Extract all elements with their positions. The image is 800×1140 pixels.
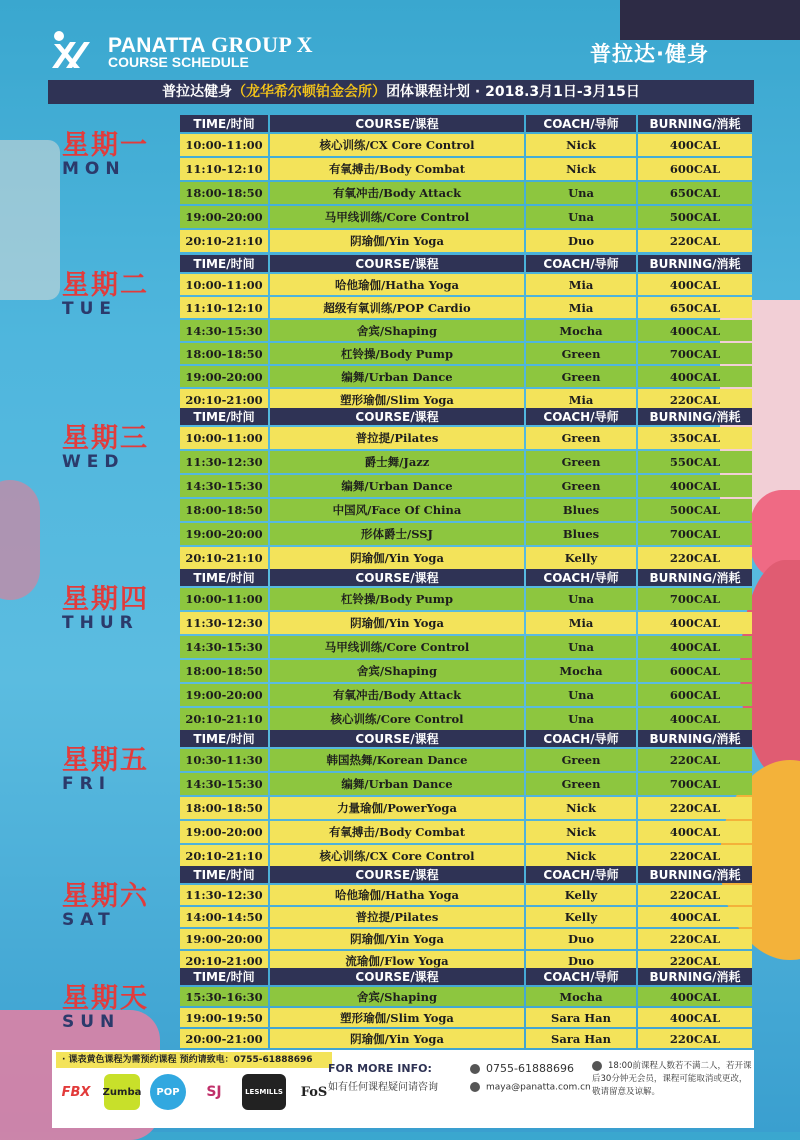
cell-course: 形体爵士/SSJ bbox=[270, 523, 524, 545]
schedule-table bbox=[178, 113, 754, 254]
cell-burning: 220CAL bbox=[638, 885, 752, 905]
cell-coach: Green bbox=[526, 773, 636, 795]
schedule-title-bar bbox=[48, 80, 754, 104]
cell-burning: 220CAL bbox=[638, 1029, 752, 1048]
mail-icon bbox=[470, 1082, 480, 1092]
col-coach: COACH/导师 bbox=[526, 730, 636, 747]
day-name-cn: 星期一 bbox=[62, 130, 149, 161]
cell-course: 阴瑜伽/Yin Yoga bbox=[270, 547, 524, 569]
cell-course: 编舞/Urban Dance bbox=[270, 773, 524, 795]
day-name-cn: 星期四 bbox=[62, 584, 149, 615]
cell-time: 19:00-20:00 bbox=[180, 366, 268, 387]
pop-logo-icon: POP bbox=[150, 1074, 186, 1110]
cell-course: 韩国热舞/Korean Dance bbox=[270, 749, 524, 771]
cell-course: 编舞/Urban Dance bbox=[270, 475, 524, 497]
cell-coach: Green bbox=[526, 475, 636, 497]
cell-course: 阴瑜伽/Yin Yoga bbox=[270, 230, 524, 252]
table-row bbox=[180, 547, 752, 569]
table-row bbox=[180, 134, 752, 156]
col-time: TIME/时间 bbox=[180, 255, 268, 272]
cell-course: 塑形瑜伽/Slim Yoga bbox=[270, 1008, 524, 1027]
cell-coach: Una bbox=[526, 636, 636, 658]
table-row bbox=[180, 427, 752, 449]
table-row bbox=[180, 1029, 752, 1048]
cell-coach: Una bbox=[526, 708, 636, 730]
header bbox=[0, 0, 800, 80]
table-row bbox=[180, 885, 752, 905]
email-address: maya@panatta.com.cn bbox=[486, 1082, 591, 1093]
table-row bbox=[180, 773, 752, 795]
cell-time: 11:10-12:10 bbox=[180, 158, 268, 180]
table-header-row bbox=[180, 408, 752, 425]
partner-logos bbox=[58, 1074, 332, 1110]
day-name-en: SAT bbox=[62, 910, 116, 930]
table-row bbox=[180, 1008, 752, 1027]
col-burning: BURNING/消耗 bbox=[638, 115, 752, 132]
cell-time: 11:10-12:10 bbox=[180, 297, 268, 318]
cell-course: 阴瑜伽/Yin Yoga bbox=[270, 612, 524, 634]
more-info-label: FOR MORE INFO: bbox=[328, 1062, 432, 1075]
cell-time: 18:00-18:50 bbox=[180, 660, 268, 682]
cell-burning: 400CAL bbox=[638, 366, 752, 387]
cell-burning: 400CAL bbox=[638, 821, 752, 843]
col-time: TIME/时间 bbox=[180, 730, 268, 747]
cancellation-notice bbox=[592, 1060, 752, 1099]
col-burning: BURNING/消耗 bbox=[638, 968, 752, 985]
col-course: COURSE/课程 bbox=[270, 115, 524, 132]
table-header-row bbox=[180, 255, 752, 272]
col-course: COURSE/课程 bbox=[270, 255, 524, 272]
col-coach: COACH/导师 bbox=[526, 968, 636, 985]
col-burning: BURNING/消耗 bbox=[638, 569, 752, 586]
cell-burning: 700CAL bbox=[638, 343, 752, 364]
phone-icon bbox=[470, 1064, 480, 1074]
table-row bbox=[180, 499, 752, 521]
title-suffix: 团体课程计划 · 2018.3月1日-3月15日 bbox=[386, 84, 640, 100]
table-header-row bbox=[180, 569, 752, 586]
cell-course: 杠铃操/Body Pump bbox=[270, 343, 524, 364]
cell-course: 超级有氧训练/POP Cardio bbox=[270, 297, 524, 318]
cell-time: 19:00-19:50 bbox=[180, 1008, 268, 1027]
table-row bbox=[180, 987, 752, 1006]
notice-text: 18:00前课程人数若不满二人，若开课后30分钟无会员，课程可能取消或更改，敬请留意及谅解。 bbox=[592, 1061, 752, 1097]
cell-coach: Blues bbox=[526, 499, 636, 521]
cell-burning: 220CAL bbox=[638, 389, 752, 410]
day-name-cn: 星期五 bbox=[62, 745, 149, 776]
booking-note: · 课表黄色课程为需预约课程 预约请致电：0755-61888696 bbox=[56, 1052, 332, 1068]
col-course: COURSE/课程 bbox=[270, 408, 524, 425]
cell-time: 20:10-21:10 bbox=[180, 845, 268, 867]
cell-time: 18:00-18:50 bbox=[180, 182, 268, 204]
table-row bbox=[180, 612, 752, 634]
cell-course: 普拉提/Pilates bbox=[270, 427, 524, 449]
cell-course: 塑形瑜伽/Slim Yoga bbox=[270, 389, 524, 410]
cell-coach: Nick bbox=[526, 134, 636, 156]
table-row bbox=[180, 182, 752, 204]
day-name-cn: 星期二 bbox=[62, 270, 149, 301]
cell-time: 19:00-20:00 bbox=[180, 684, 268, 706]
fos-logo-icon: FoS bbox=[296, 1074, 332, 1110]
cell-course: 哈他瑜伽/Hatha Yoga bbox=[270, 274, 524, 295]
table-row bbox=[180, 749, 752, 771]
cell-time: 14:00-14:50 bbox=[180, 907, 268, 927]
cell-burning: 400CAL bbox=[638, 636, 752, 658]
cell-burning: 220CAL bbox=[638, 749, 752, 771]
table-row bbox=[180, 343, 752, 364]
cell-time: 10:00-11:00 bbox=[180, 274, 268, 295]
table-row bbox=[180, 274, 752, 295]
cell-course: 中国风/Face Of China bbox=[270, 499, 524, 521]
cell-time: 20:10-21:10 bbox=[180, 708, 268, 730]
clock-icon bbox=[592, 1061, 602, 1071]
table-row bbox=[180, 475, 752, 497]
table-row bbox=[180, 158, 752, 180]
title-prefix: 普拉达健身 bbox=[162, 84, 233, 100]
cell-time: 10:00-11:00 bbox=[180, 588, 268, 610]
schedule-table bbox=[178, 966, 754, 1050]
cell-burning: 220CAL bbox=[638, 845, 752, 867]
cell-time: 19:00-20:00 bbox=[180, 206, 268, 228]
schedule-table bbox=[178, 406, 754, 571]
bg-shape bbox=[0, 480, 40, 600]
day-name-en: MON bbox=[62, 159, 126, 179]
cell-burning: 400CAL bbox=[638, 320, 752, 341]
day-name-cn: 星期三 bbox=[62, 423, 149, 454]
cell-coach: Mocha bbox=[526, 660, 636, 682]
table-header-row bbox=[180, 115, 752, 132]
cell-time: 18:00-18:50 bbox=[180, 499, 268, 521]
cell-coach: Nick bbox=[526, 845, 636, 867]
cell-burning: 600CAL bbox=[638, 660, 752, 682]
cell-coach: Mocha bbox=[526, 987, 636, 1006]
col-coach: COACH/导师 bbox=[526, 866, 636, 883]
cell-coach: Green bbox=[526, 451, 636, 473]
col-burning: BURNING/消耗 bbox=[638, 408, 752, 425]
course-schedule-subtitle: COURSE SCHEDULE bbox=[108, 54, 249, 70]
table-row bbox=[180, 523, 752, 545]
cell-time: 11:30-12:30 bbox=[180, 451, 268, 473]
cell-burning: 650CAL bbox=[638, 182, 752, 204]
zumba-logo-icon: Zumba bbox=[104, 1074, 140, 1110]
day-name-en: THUR bbox=[62, 613, 139, 633]
cell-time: 20:00-21:00 bbox=[180, 1029, 268, 1048]
table-row bbox=[180, 297, 752, 318]
cell-course: 阴瑜伽/Yin Yoga bbox=[270, 929, 524, 949]
cell-burning: 600CAL bbox=[638, 158, 752, 180]
cell-time: 19:00-20:00 bbox=[180, 929, 268, 949]
cell-burning: 400CAL bbox=[638, 1008, 752, 1027]
cell-course: 编舞/Urban Dance bbox=[270, 366, 524, 387]
col-burning: BURNING/消耗 bbox=[638, 866, 752, 883]
day-name-en: SUN bbox=[62, 1012, 121, 1032]
table-row bbox=[180, 451, 752, 473]
schedule-table bbox=[178, 864, 754, 973]
cell-burning: 220CAL bbox=[638, 230, 752, 252]
day-name-en: FRI bbox=[62, 774, 112, 794]
cell-coach: Una bbox=[526, 684, 636, 706]
table-header-row bbox=[180, 866, 752, 883]
schedule-table bbox=[178, 253, 754, 412]
cell-burning: 400CAL bbox=[638, 612, 752, 634]
cell-coach: Green bbox=[526, 749, 636, 771]
brand-group: GROUP X bbox=[211, 32, 313, 57]
cell-course: 舍宾/Shaping bbox=[270, 660, 524, 682]
cell-time: 10:00-11:00 bbox=[180, 427, 268, 449]
cell-course: 核心训练/CX Core Control bbox=[270, 845, 524, 867]
cell-course: 有氧冲击/Body Attack bbox=[270, 684, 524, 706]
cell-time: 18:00-18:50 bbox=[180, 343, 268, 364]
col-burning: BURNING/消耗 bbox=[638, 730, 752, 747]
cell-coach: Nick bbox=[526, 158, 636, 180]
cell-coach: Kelly bbox=[526, 907, 636, 927]
cell-course: 有氧搏击/Body Combat bbox=[270, 158, 524, 180]
cell-coach: Duo bbox=[526, 230, 636, 252]
table-header-row bbox=[180, 730, 752, 747]
cell-coach: Mocha bbox=[526, 320, 636, 341]
col-time: TIME/时间 bbox=[180, 115, 268, 132]
cell-coach: Green bbox=[526, 366, 636, 387]
col-burning: BURNING/消耗 bbox=[638, 255, 752, 272]
table-row bbox=[180, 684, 752, 706]
schedule-table bbox=[178, 728, 754, 869]
cell-time: 18:00-18:50 bbox=[180, 797, 268, 819]
fbx-logo-icon: FBX bbox=[58, 1074, 94, 1110]
cell-time: 11:30-12:30 bbox=[180, 885, 268, 905]
cell-course: 阴瑜伽/Yin Yoga bbox=[270, 1029, 524, 1048]
col-course: COURSE/课程 bbox=[270, 968, 524, 985]
table-row bbox=[180, 907, 752, 927]
cell-coach: Una bbox=[526, 588, 636, 610]
cell-coach: Una bbox=[526, 182, 636, 204]
col-course: COURSE/课程 bbox=[270, 569, 524, 586]
cell-course: 马甲线训练/Core Control bbox=[270, 636, 524, 658]
cell-time: 11:30-12:30 bbox=[180, 612, 268, 634]
cell-coach: Nick bbox=[526, 797, 636, 819]
cell-burning: 220CAL bbox=[638, 547, 752, 569]
cell-course: 杠铃操/Body Pump bbox=[270, 588, 524, 610]
table-row bbox=[180, 797, 752, 819]
day-name-en: TUE bbox=[62, 299, 118, 319]
contact-phone[interactable] bbox=[470, 1062, 574, 1075]
day-name-cn: 星期六 bbox=[62, 881, 149, 912]
cell-course: 哈他瑜伽/Hatha Yoga bbox=[270, 885, 524, 905]
cell-coach: Green bbox=[526, 343, 636, 364]
table-header-row bbox=[180, 968, 752, 985]
cell-course: 有氧冲击/Body Attack bbox=[270, 182, 524, 204]
cell-coach: Kelly bbox=[526, 885, 636, 905]
table-row bbox=[180, 636, 752, 658]
phone-number: 0755-61888696 bbox=[486, 1062, 574, 1075]
bg-shape bbox=[0, 140, 60, 300]
cell-time: 14:30-15:30 bbox=[180, 320, 268, 341]
cell-burning: 700CAL bbox=[638, 773, 752, 795]
cell-course: 普拉提/Pilates bbox=[270, 907, 524, 927]
cell-burning: 500CAL bbox=[638, 499, 752, 521]
more-info-question: 如有任何课程疑问请咨询 bbox=[328, 1082, 438, 1093]
cell-burning: 220CAL bbox=[638, 951, 752, 971]
cell-time: 10:30-11:30 bbox=[180, 749, 268, 771]
col-coach: COACH/导师 bbox=[526, 115, 636, 132]
col-time: TIME/时间 bbox=[180, 569, 268, 586]
cell-burning: 700CAL bbox=[638, 588, 752, 610]
table-row bbox=[180, 660, 752, 682]
col-time: TIME/时间 bbox=[180, 408, 268, 425]
cell-coach: Duo bbox=[526, 951, 636, 971]
gym-name: 普拉达·健身 bbox=[590, 42, 709, 66]
cell-coach: Duo bbox=[526, 929, 636, 949]
table-row bbox=[180, 821, 752, 843]
cell-course: 核心训练/Core Control bbox=[270, 708, 524, 730]
cell-burning: 400CAL bbox=[638, 475, 752, 497]
col-coach: COACH/导师 bbox=[526, 255, 636, 272]
cell-burning: 220CAL bbox=[638, 929, 752, 949]
cell-time: 19:00-20:00 bbox=[180, 821, 268, 843]
col-time: TIME/时间 bbox=[180, 968, 268, 985]
brand-text: PANATTA bbox=[108, 34, 205, 57]
contact-email[interactable] bbox=[470, 1082, 591, 1093]
cell-time: 14:30-15:30 bbox=[180, 636, 268, 658]
col-time: TIME/时间 bbox=[180, 866, 268, 883]
table-row bbox=[180, 929, 752, 949]
cell-time: 20:10-21:10 bbox=[180, 547, 268, 569]
cell-course: 有氧搏击/Body Combat bbox=[270, 821, 524, 843]
day-name-cn: 星期天 bbox=[62, 983, 149, 1014]
cell-course: 舍宾/Shaping bbox=[270, 320, 524, 341]
cell-coach: Mia bbox=[526, 612, 636, 634]
title-location: （龙华希尔顿铂金会所） bbox=[232, 84, 387, 100]
cell-coach: Nick bbox=[526, 821, 636, 843]
table-row bbox=[180, 230, 752, 252]
table-row bbox=[180, 366, 752, 387]
cell-time: 14:30-15:30 bbox=[180, 773, 268, 795]
cell-time: 14:30-15:30 bbox=[180, 475, 268, 497]
cell-time: 19:00-20:00 bbox=[180, 523, 268, 545]
col-coach: COACH/导师 bbox=[526, 569, 636, 586]
cell-course: 核心训练/CX Core Control bbox=[270, 134, 524, 156]
cell-burning: 500CAL bbox=[638, 206, 752, 228]
cell-time: 20:10-21:10 bbox=[180, 230, 268, 252]
footer bbox=[52, 1050, 754, 1128]
cell-burning: 400CAL bbox=[638, 134, 752, 156]
lesmills-logo-icon: LESMILLS bbox=[242, 1074, 286, 1110]
cell-coach: Sara Han bbox=[526, 1029, 636, 1048]
cell-burning: 220CAL bbox=[638, 797, 752, 819]
cell-coach: Blues bbox=[526, 523, 636, 545]
cell-burning: 550CAL bbox=[638, 451, 752, 473]
sj-logo-icon: SJ bbox=[196, 1074, 232, 1110]
cell-coach: Kelly bbox=[526, 547, 636, 569]
cell-time: 15:30-16:30 bbox=[180, 987, 268, 1006]
panatta-logo-icon bbox=[50, 28, 100, 72]
cell-coach: Mia bbox=[526, 274, 636, 295]
cell-time: 10:00-11:00 bbox=[180, 134, 268, 156]
cell-course: 马甲线训练/Core Control bbox=[270, 206, 524, 228]
cell-coach: Una bbox=[526, 206, 636, 228]
cell-course: 力量瑜伽/PowerYoga bbox=[270, 797, 524, 819]
col-course: COURSE/课程 bbox=[270, 866, 524, 883]
cell-time: 20:10-21:00 bbox=[180, 389, 268, 410]
cell-burning: 400CAL bbox=[638, 907, 752, 927]
cell-burning: 600CAL bbox=[638, 684, 752, 706]
cell-course: 爵士舞/Jazz bbox=[270, 451, 524, 473]
day-name-en: WED bbox=[62, 452, 125, 472]
cell-coach: Green bbox=[526, 427, 636, 449]
cell-burning: 400CAL bbox=[638, 708, 752, 730]
table-row bbox=[180, 588, 752, 610]
schedule-table bbox=[178, 567, 754, 732]
cell-burning: 350CAL bbox=[638, 427, 752, 449]
cell-coach: Mia bbox=[526, 389, 636, 410]
col-coach: COACH/导师 bbox=[526, 408, 636, 425]
cell-burning: 700CAL bbox=[638, 523, 752, 545]
cell-course: 流瑜伽/Flow Yoga bbox=[270, 951, 524, 971]
cell-burning: 400CAL bbox=[638, 274, 752, 295]
cell-burning: 400CAL bbox=[638, 987, 752, 1006]
cell-coach: Mia bbox=[526, 297, 636, 318]
cell-time: 20:10-21:00 bbox=[180, 951, 268, 971]
cell-coach: Sara Han bbox=[526, 1008, 636, 1027]
table-row bbox=[180, 206, 752, 228]
cell-course: 舍宾/Shaping bbox=[270, 987, 524, 1006]
table-row bbox=[180, 708, 752, 730]
table-row bbox=[180, 320, 752, 341]
cell-burning: 650CAL bbox=[638, 297, 752, 318]
col-course: COURSE/课程 bbox=[270, 730, 524, 747]
